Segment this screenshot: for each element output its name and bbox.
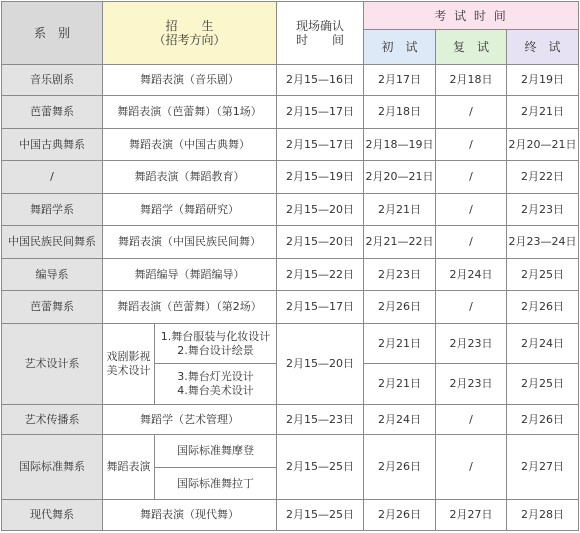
prelim-cell: 2月17日 [364,64,436,95]
dept-cell: 中国民族民间舞系 [2,226,103,258]
confirm-header [277,2,364,65]
dept-cell: 现代舞系 [2,500,103,531]
dept-cell: 舞蹈学系 [2,193,103,225]
major-cell: 舞蹈表演（芭蕾舞）（第2场） [103,291,277,323]
second-cell: / [436,161,507,193]
final-cell: 2月20—21日 [507,128,579,160]
design-direction-line2: 2.舞台设计绘景 [177,343,254,357]
final-cell: 2月26日 [507,291,579,323]
major-cell: 舞蹈编导（舞蹈编导） [103,258,277,290]
final-cell: 2月27日 [507,435,579,500]
final-cell: 2月25日 [507,258,579,290]
confirm-cell: 2月15—25日 [277,435,364,500]
enroll-header-line1: 招 生 [165,18,214,33]
prelim-cell: 2月20—21日 [364,161,436,193]
design-direction-line1: 1.舞台服装与化妆设计 [160,329,271,343]
prelim-cell: 2月21日 [364,323,436,364]
dept-cell: 编导系 [2,258,103,290]
design-major-line1: 戏剧影视 [106,349,151,363]
major-cell: 舞蹈表演（芭蕾舞）（第1场） [103,96,277,128]
major-cell: 舞蹈学（舞蹈研究） [103,193,277,225]
confirm-cell: 2月15—17日 [277,291,364,323]
confirm-cell: 2月15—20日 [277,193,364,225]
second-cell: / [436,128,507,160]
confirm-cell: 2月15—22日 [277,258,364,290]
table-row [2,226,579,258]
confirm-cell: 2月15—23日 [277,405,364,435]
table-row [2,291,579,323]
exam-time-header: 考 试 时 间 [364,2,579,30]
final-cell: 2月23日 [507,193,579,225]
dept-cell: 艺术传播系 [2,405,103,435]
second-cell: 2月23日 [436,323,507,364]
prelim-cell: 2月24日 [364,405,436,435]
prelim-cell: 2月21—22日 [364,226,436,258]
confirm-cell: 2月15—17日 [277,128,364,160]
prelim-cell: 2月18日 [364,96,436,128]
ballroom-row-1 [2,435,579,467]
final-cell: 2月24日 [507,323,579,364]
header-row-top [2,2,579,30]
second-cell: 2月18日 [436,64,507,95]
design-direction-cell [155,364,277,405]
second-cell: / [436,226,507,258]
second-cell: / [436,193,507,225]
table-row [2,128,579,160]
enroll-header [103,2,277,65]
dept-header: 系 别 [2,2,103,65]
prelim-cell: 2月23日 [364,258,436,290]
prelim-cell: 2月26日 [364,291,436,323]
second-cell: 2月23日 [436,364,507,405]
confirm-cell: 2月15—20日 [277,323,364,404]
dept-cell: 音乐剧系 [2,64,103,95]
dept-cell: 中国古典舞系 [2,128,103,160]
second-header: 复 试 [436,30,507,65]
second-cell: / [436,405,507,435]
enroll-header-line2: （招考方向） [153,32,226,47]
final-cell: 2月21日 [507,96,579,128]
table-row [2,405,579,435]
major-cell: 舞蹈表演（舞蹈教育） [103,161,277,193]
final-cell: 2月26日 [507,405,579,435]
major-cell: 舞蹈学（艺术管理） [103,405,277,435]
prelim-cell: 2月21日 [364,193,436,225]
table-row [2,64,579,95]
major-cell: 舞蹈表演（中国民族民间舞） [103,226,277,258]
ballroom-direction-cell: 国际标准舞拉丁 [155,467,277,499]
major-cell: 舞蹈表演（音乐剧） [103,64,277,95]
design-major-cell [103,323,155,404]
confirm-cell: 2月15—25日 [277,500,364,531]
dept-cell: 芭蕾舞系 [2,291,103,323]
final-cell: 2月19日 [507,64,579,95]
final-cell: 2月25日 [507,364,579,405]
major-cell: 舞蹈表演（中国古典舞） [103,128,277,160]
confirm-cell: 2月15—19日 [277,161,364,193]
dept-cell: 国际标准舞系 [2,435,103,500]
design-direction-cell [155,323,277,364]
confirm-cell: 2月15—20日 [277,226,364,258]
design-major-line2: 美术设计 [106,363,151,377]
design-direction-line2: 4.舞台美术设计 [177,384,254,398]
prelim-cell: 2月21日 [364,364,436,405]
final-header: 终 试 [507,30,579,65]
table-row [2,500,579,531]
prelim-cell: 2月26日 [364,500,436,531]
prelim-header: 初 试 [364,30,436,65]
second-cell: / [436,435,507,500]
final-cell: 2月23—24日 [507,226,579,258]
design-row-1 [2,323,579,364]
table-row [2,193,579,225]
second-cell: / [436,291,507,323]
final-cell: 2月28日 [507,500,579,531]
second-cell: 2月24日 [436,258,507,290]
dept-cell: 芭蕾舞系 [2,96,103,128]
confirm-header-line2: 时 间 [296,32,345,47]
major-cell: 舞蹈表演（现代舞） [103,500,277,531]
design-direction-line1: 3.舞台灯光设计 [177,370,254,384]
prelim-cell: 2月26日 [364,435,436,500]
exam-schedule-table [1,1,579,531]
confirm-cell: 2月15—17日 [277,96,364,128]
dept-cell: / [2,161,103,193]
second-cell: / [436,96,507,128]
confirm-header-line1: 现场确认 [296,18,345,33]
second-cell: 2月27日 [436,500,507,531]
dept-cell: 艺术设计系 [2,323,103,404]
table-row [2,258,579,290]
table-row [2,161,579,193]
confirm-cell: 2月15—16日 [277,64,364,95]
ballroom-direction-cell: 国际标准舞摩登 [155,435,277,467]
prelim-cell: 2月18—19日 [364,128,436,160]
table-row [2,96,579,128]
final-cell: 2月22日 [507,161,579,193]
ballroom-major-cell: 舞蹈表演 [103,435,155,500]
